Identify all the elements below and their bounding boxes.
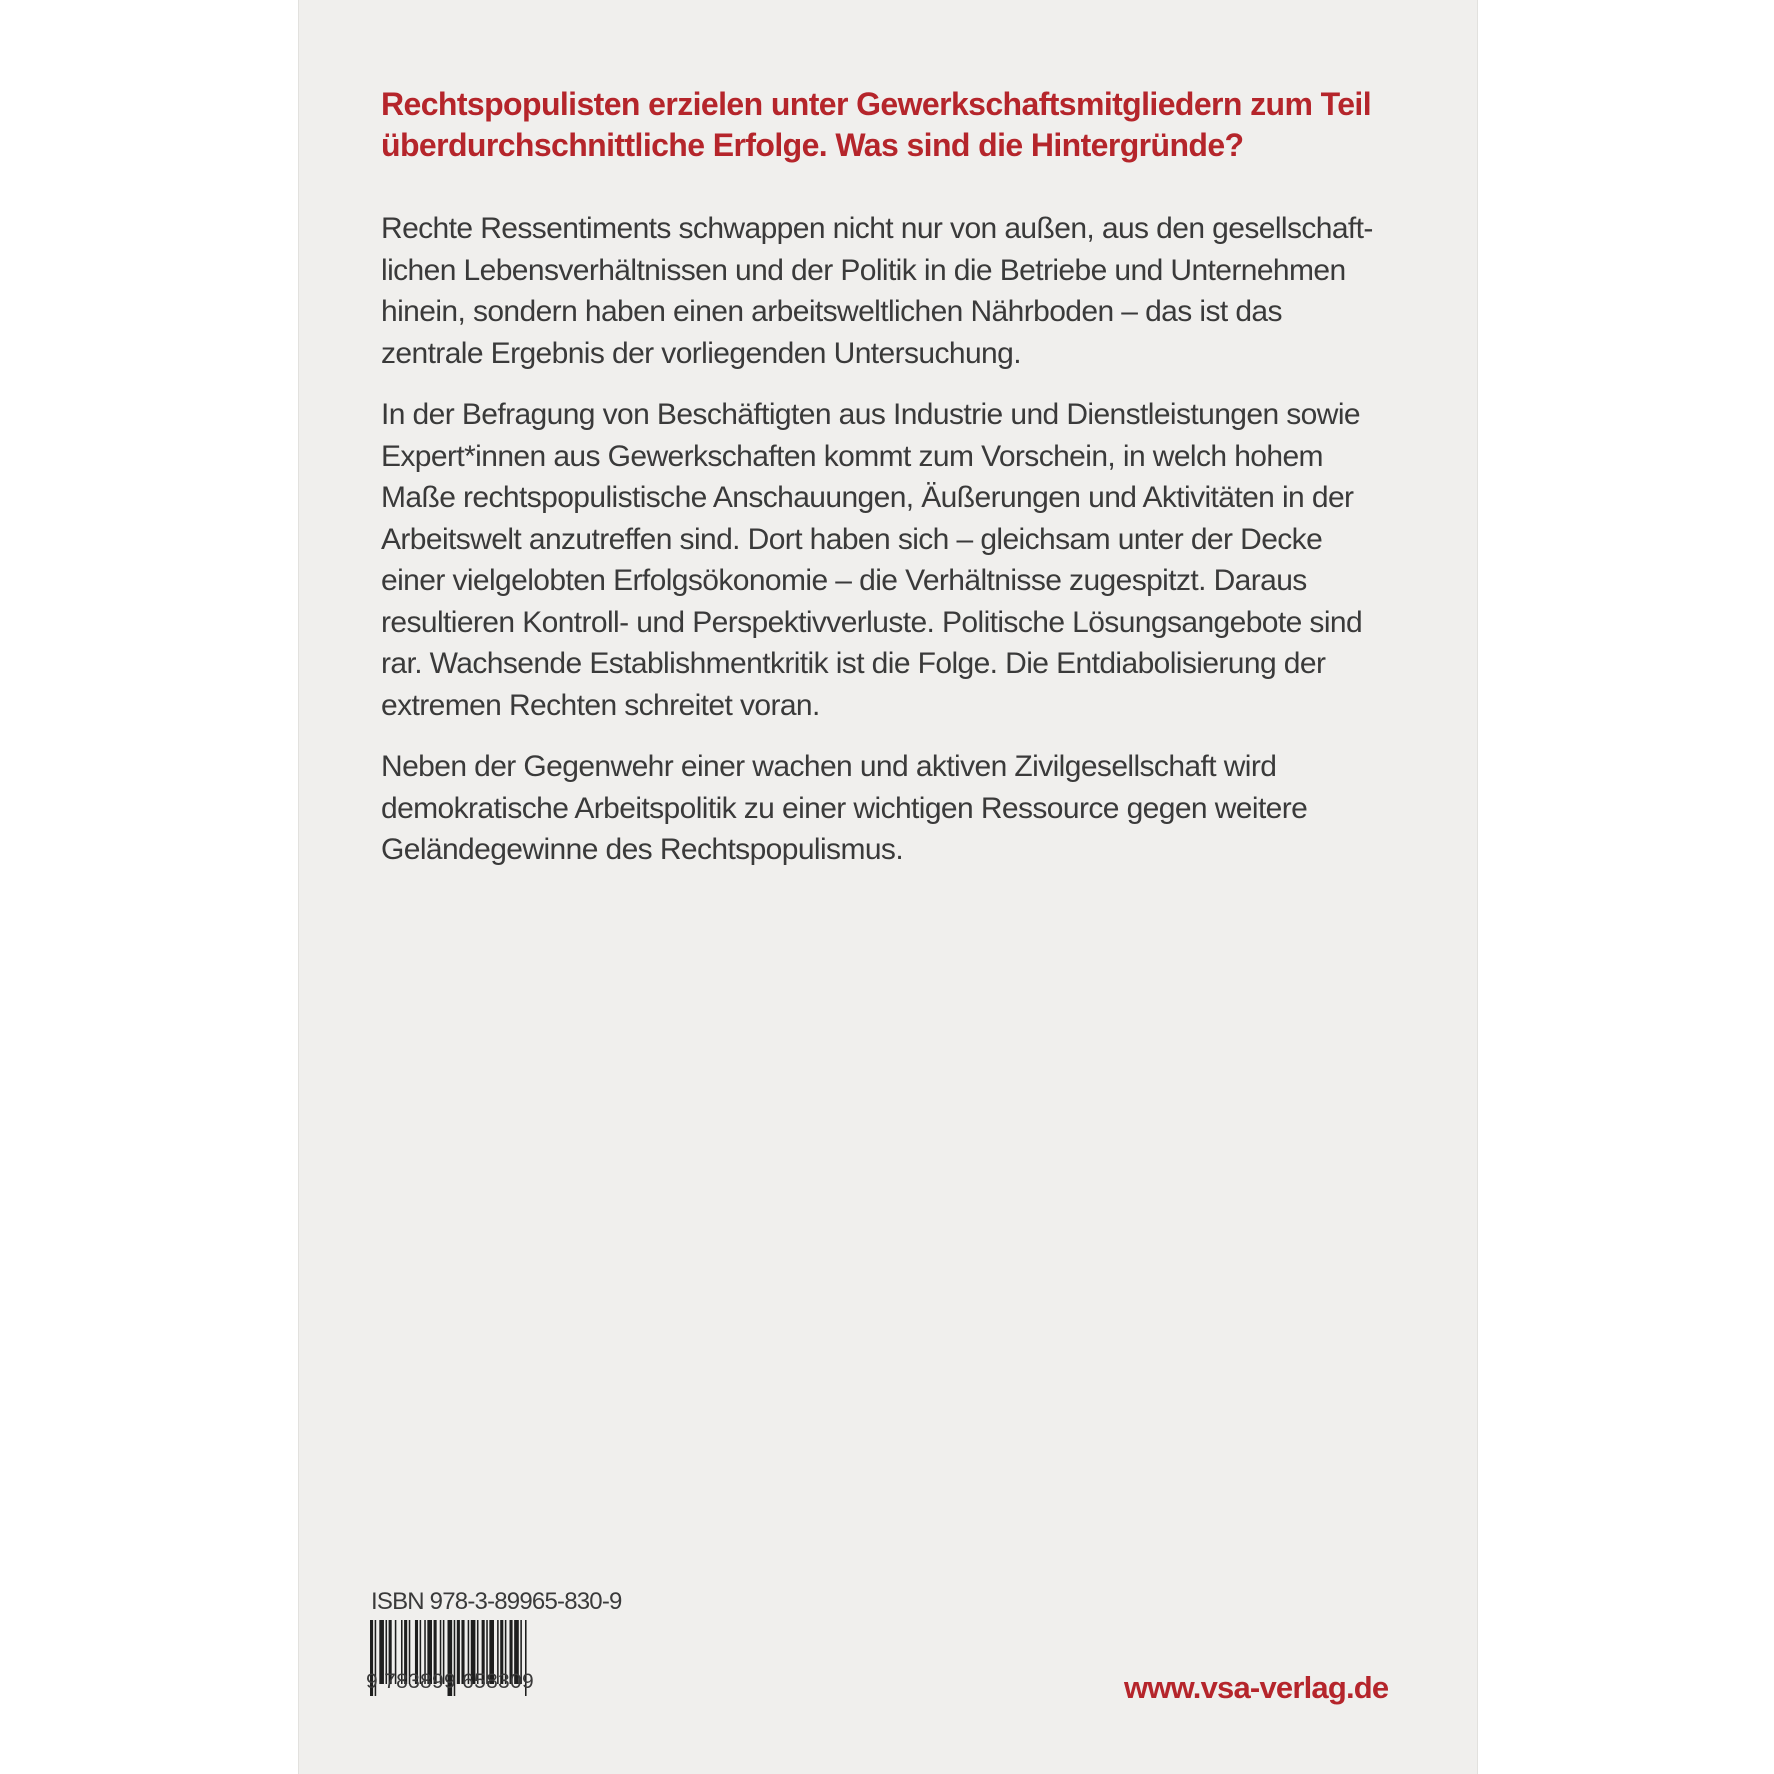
text-line: Geländegewinne des Rechtspopulismus. <box>381 833 904 866</box>
text-line: zentrale Ergebnis der vorliegenden Untersuchung. <box>381 336 1021 370</box>
text-line: Rechte Ressentiments schwappen nicht nur von außen, aus den gesellschaft- <box>381 212 1373 245</box>
text-line: demokratische Arbeitspolitik zu einer wichtigen Ressource gegen weitere <box>381 791 1308 825</box>
headline-line: Rechtspopulisten erzielen unter Gewerkschaftsmitgliedern zum Teil <box>381 86 1371 122</box>
text-line: Neben der Gegenwehr einer wachen und aktiven Zivilgesellschaft wird <box>381 750 1277 783</box>
isbn-label: ISBN 978-3-89965-830-9 <box>371 1588 622 1615</box>
text-line: extremen Rechten schreitet voran. <box>381 688 820 722</box>
text-line: In der Befragung von Beschäftigten aus Industrie und Dienstleistungen sowie <box>381 398 1360 431</box>
text-line: Expert*innen aus Gewerkschaften kommt zum Vorschein, in welch hohem <box>381 439 1323 473</box>
text-line: Maße rechtspopulistische Anschauungen, Äußerungen und Aktivitäten in der <box>381 481 1354 514</box>
barcode-digits: 9 783899 658309 <box>366 1670 534 1693</box>
publisher-website: www.vsa-verlag.de <box>1124 1670 1389 1705</box>
blurb-paragraph-1 <box>381 208 1401 374</box>
text-line: lichen Lebensverhältnissen und der Politik in die Betriebe und Unternehmen <box>381 253 1346 287</box>
text-line: einer vielgelobten Erfolgsökonomie – die Verhältnisse zugespitzt. Daraus <box>381 564 1307 597</box>
headline-line: überdurchschnittliche Erfolge. Was sind die Hintergründe? <box>381 127 1244 163</box>
text-line: rar. Wachsende Establishmentkritik ist die Folge. Die Entdiabolisierung der <box>381 647 1326 680</box>
text-line: resultieren Kontroll- und Perspektivverluste. Politische Lösungsangebote sind <box>381 605 1363 639</box>
blurb-paragraph-2 <box>381 394 1401 726</box>
blurb <box>381 208 1401 891</box>
blurb-paragraph-3 <box>381 746 1401 871</box>
text-line: Arbeitswelt anzutreffen sind. Dort haben sich – gleichsam unter der Decke <box>381 522 1323 556</box>
headline <box>381 84 1401 166</box>
text-line: hinein, sondern haben einen arbeitsweltlichen Nährboden – das ist das <box>381 295 1282 328</box>
